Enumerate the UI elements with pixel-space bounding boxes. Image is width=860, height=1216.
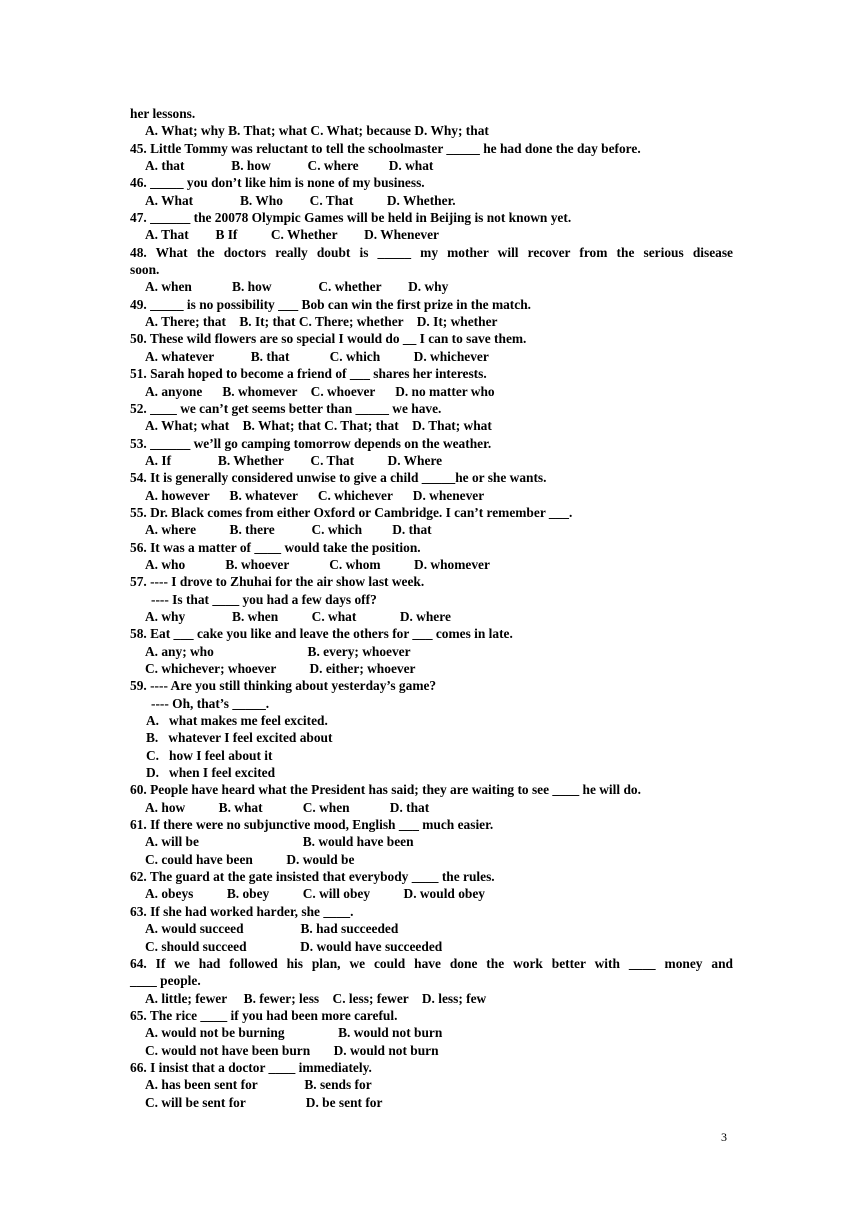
option-line: A. little; fewer B. fewer; less C. less; fewer D. less; few [145, 990, 487, 1006]
question-line: 58. Eat ___ cake you like and leave the others for ___ comes in late. [130, 626, 513, 642]
option-line: ---- Is that ____ you had a few days off? [151, 591, 377, 607]
question-line: 51. Sarah hoped to become a friend of ___ shares her interests. [130, 366, 487, 382]
option-line: A. What; why B. That; what C. What; because D. Why; that [145, 123, 489, 139]
option-line: A. would succeed B. had succeeded [145, 921, 399, 937]
option-line: C. how I feel about it [146, 747, 273, 763]
option-line: A. What; what B. What; that C. That; that D. That; what [145, 418, 492, 434]
question-line: 55. Dr. Black comes from either Oxford or Cambridge. I can’t remember ___. [130, 504, 573, 520]
question-line: 50. These wild flowers are so special I would do __ I can to save them. [130, 331, 527, 347]
option-line: C. could have been D. would be [145, 851, 355, 867]
question-line: 45. Little Tommy was reluctant to tell the schoolmaster _____ he had done the day before. [130, 140, 641, 156]
question-line: 52. ____ we can’t get seems better than _____ we have. [130, 400, 442, 416]
option-line: A. where B. there C. which D. that [145, 522, 432, 538]
option-line: A. will be B. would have been [145, 834, 414, 850]
option-line: A. any; who B. every; whoever [145, 643, 411, 659]
question-line: 65. The rice ____ if you had been more careful. [130, 1007, 398, 1023]
question-line: 59. ---- Are you still thinking about yesterday’s game? [130, 678, 437, 694]
option-line: A. If B. Whether C. That D. Where [145, 452, 443, 468]
option-line: A. obeys B. obey C. will obey D. would obey [145, 886, 485, 902]
option-line: A. what makes me feel excited. [146, 713, 328, 729]
question-line: 61. If there were no subjunctive mood, English ___ much easier. [130, 817, 494, 833]
question-line: 46. _____ you don’t like him is none of my business. [130, 175, 425, 191]
option-line: C. would not have been burn D. would not burn [145, 1042, 439, 1058]
page-number: 3 [721, 1130, 727, 1144]
question-line: 57. ---- I drove to Zhuhai for the air show last week. [130, 574, 425, 590]
question-line: 56. It was a matter of ____ would take the position. [130, 539, 421, 555]
option-line: A. There; that B. It; that C. There; whether D. It; whether [145, 314, 498, 330]
question-list [130, 105, 733, 1111]
question-line: 48. What the doctors really doubt is _____ my mother will recover from the serious disease [130, 244, 733, 260]
question-line: 62. The guard at the gate insisted that everybody ____ the rules. [130, 869, 495, 885]
question-line: 63. If she had worked harder, she ____. [130, 903, 354, 919]
option-line: A. has been sent for B. sends for [145, 1077, 372, 1093]
option-line: A. who B. whoever C. whom D. whomever [145, 556, 490, 572]
option-line: A. that B. how C. where D. what [145, 158, 434, 174]
option-line: A. That B If C. Whether D. Whenever [145, 227, 439, 243]
option-line: C. will be sent for D. be sent for [145, 1094, 383, 1110]
option-line: A. how B. what C. when D. that [145, 799, 430, 815]
option-line: A. would not be burning B. would not burn [145, 1025, 443, 1041]
option-line: B. whatever I feel excited about [146, 730, 333, 746]
option-line: A. What B. Who C. That D. Whether. [145, 192, 456, 208]
option-line: D. when I feel excited [146, 765, 276, 781]
option-line: A. whatever B. that C. which D. whichever [145, 348, 489, 364]
question-line: 53. ______ we’ll go camping tomorrow depends on the weather. [130, 435, 492, 451]
option-line: C. should succeed D. would have succeeded [145, 938, 443, 954]
question-line: ____ people. [130, 973, 201, 989]
option-line: A. anyone B. whomever C. whoever D. no matter who [145, 383, 495, 399]
option-line: A. however B. whatever C. whichever D. whenever [145, 487, 485, 503]
option-line: C. whichever; whoever D. either; whoever [145, 661, 416, 676]
question-line: 47. ______ the 20078 Olympic Games will be held in Beijing is not known yet. [130, 210, 572, 226]
question-line: 49. _____ is no possibility ___ Bob can win the first prize in the match. [130, 296, 531, 312]
option-line: A. why B. when C. what D. where [145, 608, 451, 624]
option-line: A. when B. how C. whether D. why [145, 279, 449, 295]
option-line: ---- Oh, that’s _____. [151, 695, 270, 711]
question-line: 64. If we had followed his plan, we could have done the work better with ____ money and [130, 955, 733, 971]
question-line: 60. People have heard what the President has said; they are waiting to see ____ he will do. [130, 782, 641, 798]
question-line: 66. I insist that a doctor ____ immediately. [130, 1059, 372, 1075]
question-line: soon. [130, 262, 160, 278]
question-line: 54. It is generally considered unwise to give a child _____he or she wants. [130, 470, 547, 486]
question-line: her lessons. [130, 106, 196, 121]
